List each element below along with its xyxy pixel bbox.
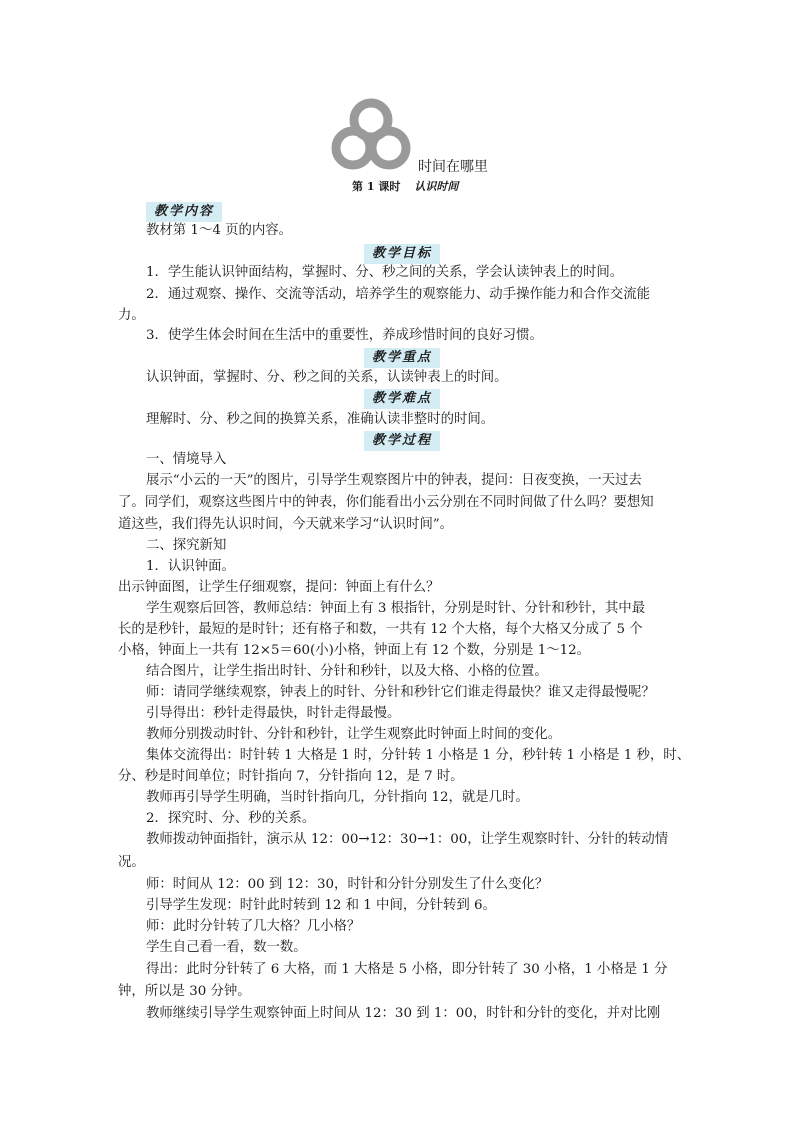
text-line: 力。	[118, 308, 145, 323]
lesson-number: 第 1 课时	[352, 180, 401, 193]
lesson-subtitle	[352, 180, 458, 194]
text-line: 学生观察后回答，教师总结：钟面上有 3 根指针，分别是时针、分针和秒针，其中最	[146, 601, 646, 616]
text-line: 集体交流得出：时针转 1 大格是 1 时，分针转 1 小格是 1 分，秒针转 1 小格是 1 秒，时、	[146, 748, 691, 763]
text-line: 3．使学生体会时间在生活中的重要性，养成珍惜时间的良好习惯。	[146, 328, 543, 343]
text-line: 教师拨动钟面指针，演示从 12：00→12：30→1：00，让学生观察时针、分针的转动情	[146, 832, 669, 847]
text-line: 引导得出：秒针走得最快，时针走得最慢。	[146, 706, 401, 721]
text-line: 结合图片，让学生指出时针、分针和秒针，以及大格、小格的位置。	[146, 664, 548, 679]
section-heading-goals: 教学目标	[364, 244, 440, 264]
text-line: 教师分别拨动时针、分针和秒针，让学生观察此时钟面上时间的变化。	[146, 727, 562, 742]
section-heading-content: 教学内容	[146, 202, 222, 222]
text-line: 1．学生能认识钟面结构，掌握时、分、秒之间的关系，学会认读钟表上的时间。	[146, 265, 624, 280]
text-line: 2．探究时、分、秒的关系。	[146, 811, 316, 826]
text-line: 师：此时分针转了几大格？几小格？	[146, 919, 361, 934]
text-line: 理解时、分、秒之间的换算关系，准确认读非整时的时间。	[146, 412, 495, 427]
text-line: 钟，所以是 30 分钟。	[118, 984, 251, 999]
section-heading-process: 教学过程	[364, 431, 440, 451]
text-line: 了。同学们，观察这些图片中的钟表，你们能看出小云分别在不同时间做了什么吗？要想知	[118, 495, 654, 510]
text-line: 教师继续引导学生观察钟面上时间从 12：30 到 1：00，时针和分针的变化，并对比刚	[146, 1006, 661, 1021]
text-line: 长的是秒针，最短的是时针；还有格子和数，一共有 12 个大格，每个大格又分成了 5 个	[118, 622, 643, 637]
section-heading-key-points: 教学重点	[364, 348, 440, 368]
text-line: 师：时间从 12：00 到 12：30，时针和分针分别发生了什么变化？	[146, 877, 549, 892]
text-line: 得出：此时分针转了 6 大格，而 1 大格是 5 小格，即分针转了 30 小格，1 小格是 1 分	[146, 962, 668, 977]
text-line: 认识钟面，掌握时、分、秒之间的关系，认读钟表上的时间。	[146, 370, 508, 385]
text-line: 教材第 1～4 页的内容。	[146, 223, 293, 238]
text-line: 学生自己看一看，数一数。	[146, 940, 307, 955]
lesson-topic: 认识时间	[414, 180, 459, 193]
text-line: 一、情境导入	[146, 452, 227, 467]
text-line: 引导学生发现：时针此时转到 12 和 1 中间，分针转到 6。	[146, 898, 496, 913]
text-line: 况。	[118, 855, 145, 870]
text-line: 教师再引导学生明确，当时针指向几，分针指向 12，就是几时。	[146, 790, 529, 805]
text-line: 出示钟面图，让学生仔细观察，提问：钟面上有什么？	[118, 580, 440, 595]
text-line: 小格，钟面上一共有 12×5＝60(小)小格，钟面上有 12 个数，分别是 1～12。	[118, 643, 591, 658]
unit-title: 时间在哪里	[418, 159, 488, 175]
text-line: 展示“小云的一天”的图片，引导学生观察图片中的钟表，提问：日夜变换，一天过去	[146, 473, 642, 488]
section-heading-difficulties: 教学难点	[364, 389, 440, 409]
text-line: 1．认识钟面。	[146, 559, 235, 574]
three-rings-icon	[331, 98, 411, 170]
text-line: 2．通过观察、操作、交流等活动，培养学生的观察能力、动手操作能力和合作交流能	[146, 287, 650, 302]
text-line: 二、探究新知	[146, 538, 227, 553]
text-line: 道这些，我们得先认识时间，今天就来学习“认识时间”。	[118, 517, 454, 532]
text-line: 分、秒是时间单位；时针指向 7，分针指向 12，是 7 时。	[118, 769, 464, 784]
text-line: 师：请同学继续观察，钟表上的时针、分针和秒针它们谁走得最快？谁又走得最慢呢？	[146, 685, 655, 700]
